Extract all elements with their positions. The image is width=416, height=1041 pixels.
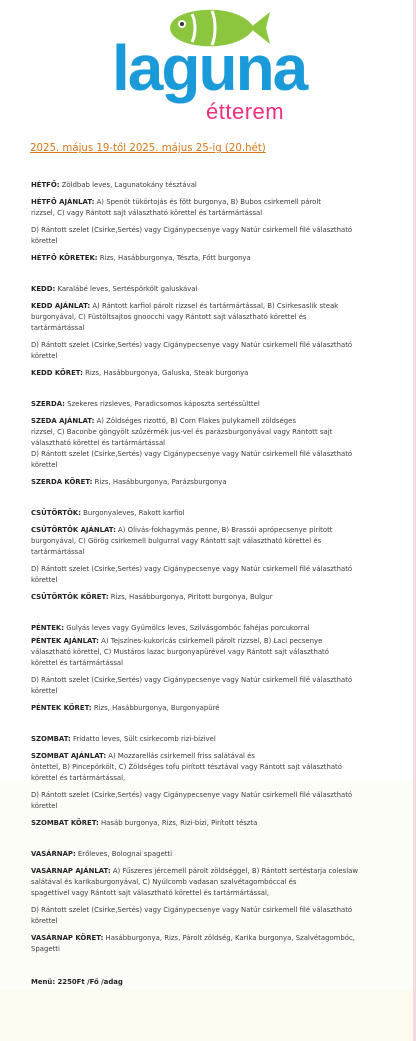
offer-line: rizzsel, C) Baconbe göngyölt szűzérmék jus-vel és parázsburgonyával vagy Rántott sajt (31, 428, 333, 436)
day-section (31, 399, 371, 488)
day-section (31, 623, 371, 714)
side-line: Spagetti (31, 945, 60, 953)
soup-line: HÉTFŐ: Zöldbab leves, Lagunatokány tésztával (31, 181, 197, 189)
extra-line: körettel (31, 917, 58, 925)
extra-line: D) Rántott szelet (Csirke,Sertés) vagy Cigánypecsenye vagy Natúr csirkemell filé választható (31, 791, 353, 799)
side-line: SZOMBAT KÖRET: Hasáb burgonya, Rizs, Rizi-bizi, Pirított tészta (31, 819, 258, 827)
logo-subtitle: étterem (206, 99, 285, 124)
offer-line: tartármártással (31, 548, 85, 556)
offer-line: salátával és karikaburgonyával, C) Nyúlcomb vadasan szalvétagombóccal és (31, 878, 297, 886)
day-section (31, 180, 371, 264)
day-section (31, 849, 371, 955)
soup-line: PÉNTEK: Gulyás leves vagy Gyümölcs leves, Szilvásgombóc fahéjas porcukorral (31, 624, 310, 632)
menu-price: Menü: 2250Ft /Fő /adag (31, 978, 123, 986)
offer-line: körettel és tartármártással, (31, 774, 126, 782)
extra-line: D) Rántott szelet (Csirke,Sertés) vagy Cigánypecsenye vagy Natúr csirkemell filé választható (31, 676, 353, 684)
extra-line: körettel (31, 352, 58, 360)
offer-line: tartármártással (31, 324, 85, 332)
extra-line: D) Rántott szelet (Csirke,Sertés) vagy Cigánypecsenye vagy Natúr csirkemell filé választható (31, 906, 353, 914)
side-line: PÉNTEK KÖRET: Rizs, Hasábburgonya, Burgonyapüré (31, 704, 220, 712)
day-section (31, 734, 371, 829)
week-date-range: 2025. május 19-től 2025. május 25-ig (20.hét) (30, 143, 266, 154)
extra-line: körettel (31, 461, 58, 469)
offer-line: CSÜTÖRTÖK AJÁNLAT: A) Olivás-fokhagymás penne, B) Brassói aprópecsenye pirított (31, 526, 333, 534)
extra-line: D) Rántott szelet (Csirke,Sertés) vagy Cigánypecsenye vagy Natúr csirkemell filé választható (31, 450, 353, 458)
weekly-menu (31, 180, 371, 988)
offer-line: KEDD AJÁNLAT: A) Rántott karfiol párolt rizzsel és tartármártással, B) Csirkesaslik steak (31, 302, 339, 310)
offer-line: választható körettel, C) Mustáros lazac burgonyapürével vagy Rántott sajt választható (31, 648, 329, 656)
side-line: KEDD KÖRET: Rizs, Hasábburgonya, Galuska, Steak burgonya (31, 369, 249, 377)
offer-line: PÉNTEK AJÁNLAT: A) Tejszínes-kukoricás csirkemell párolt rizzsel, B) Laci pecsenye (31, 637, 323, 645)
offer-line: rizzsel, C) vagy Rántott sajt választható körettel és tartármártással (31, 209, 263, 217)
extra-line: körettel (31, 802, 58, 810)
offer-line: öntettel, B) Pincepörkölt, C) Zöldséges tofu pirított tésztával vagy Rántott sajt választható (31, 763, 342, 771)
side-line: VASÁRNAP KÖRET: Hasábburgonya, Rizs, Párolt zöldség, Karika burgonya, Szalvétagombóc, (31, 934, 355, 942)
offer-line: SZOMBAT AJÁNLAT: A) Mozzarellás csirkemell friss salátával és (31, 752, 255, 760)
offer-line: VASÁRNAP AJÁNLAT: A) Fűszeres jércemell párolt zöldséggel, B) Rántott sertéstarja coleslaw (31, 867, 359, 875)
soup-line: VASÁRNAP: Erőleves, Bolognai spagetti (31, 850, 173, 858)
offer-line: SZEDA AJÁNLAT: A) Zöldséges rizottó, B) Corn Flakes pulykamell zöldséges (31, 417, 296, 425)
extra-line: D) Rántott szelet (Csirke,Sertés) vagy Cigánypecsenye vagy Natúr csirkemell filé választható (31, 226, 353, 234)
logo-name: laguna (112, 32, 307, 104)
offer-line: burgonyával, C) Füstöltsajtos gnoocchi vagy Rántott sajt választható körettel és (31, 313, 307, 321)
extra-line: D) Rántott szelet (Csirke,Sertés) vagy Cigánypecsenye vagy Natúr csirkemell filé választható (31, 341, 353, 349)
extra-line: körettel (31, 576, 58, 584)
restaurant-logo (100, 4, 320, 128)
soup-line: KEDD: Karalábé leves, Sertéspörkölt galuskával (31, 285, 198, 293)
side-line: HÉTFŐ KÖRETEK: Rizs, Hasábburgonya, Tészta, Főtt burgonya (31, 254, 251, 262)
offer-line: körettel és tartármártással (31, 659, 124, 667)
extra-line: D) Rántott szelet (Csirke,Sertés) vagy Cigánypecsenye vagy Natúr csirkemell filé választható (31, 565, 353, 573)
offer-line: spagettivel vagy Rántott sajt választható körettel és tartármártással, (31, 889, 270, 897)
day-section (31, 284, 371, 379)
offer-line: burgonyával, C) Görög csirkemell bulgurral vagy Rántott sajt választható körettel és (31, 537, 322, 545)
extra-line: körettel (31, 237, 58, 245)
side-line: SZERDA KÖRET: Rizs, Hasábburgonya, Parázsburgonya (31, 478, 227, 486)
soup-line: SZOMBAT: Fridatto leves, Sült csirkecomb rizi-bizivel (31, 735, 216, 743)
extra-line: körettel (31, 687, 58, 695)
side-line: CSÜTÖRTÖK KÖRET: Rizs, Hasábburgonya, Pirított burgonya, Bulgur (31, 593, 273, 601)
day-section (31, 508, 371, 603)
footer-tint (0, 990, 416, 1041)
offer-line: HÉTFŐ AJÁNLAT: A) Spenót tükörtojás és főtt burgonya, B) Bubos csirkemell párolt (31, 198, 321, 206)
soup-line: CSÜTÖRTÖK: Burgonyaleves, Rakott karfiol (31, 509, 185, 517)
offer-line: választható körettel és tartármártással (31, 439, 166, 447)
soup-line: SZERDA: Szekeres rizsleves, Paradicsomos káposzta sertéssülttel (31, 400, 260, 408)
